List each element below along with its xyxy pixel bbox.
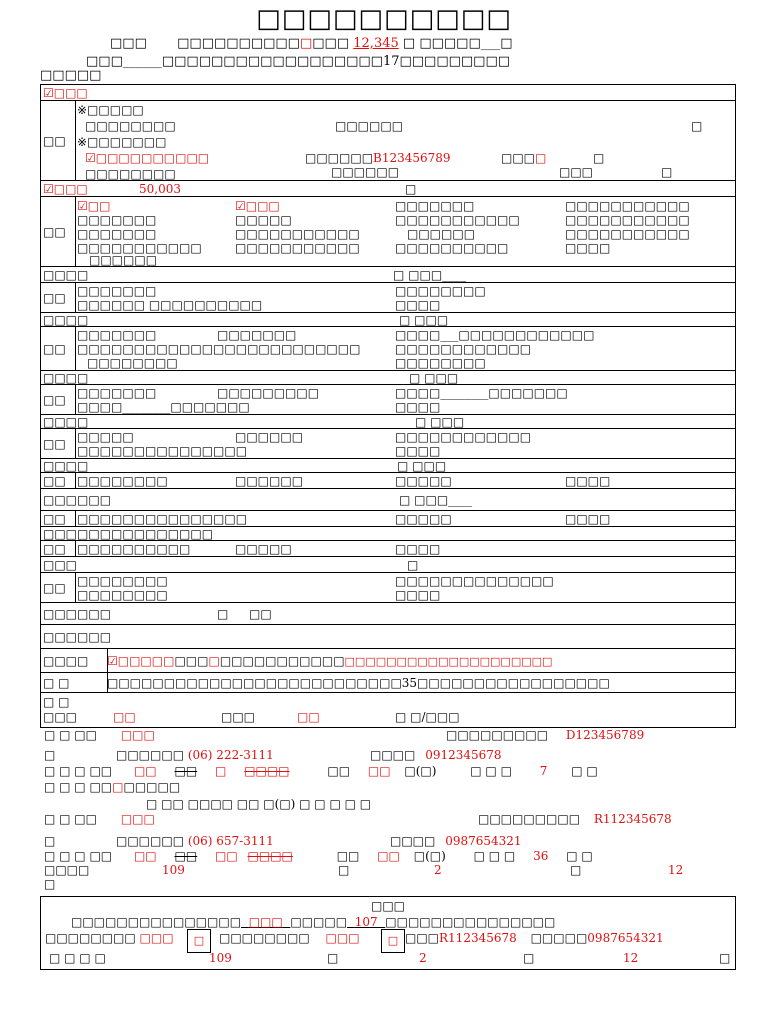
row-4 xyxy=(41,197,735,267)
party2-c-red3: □□ xyxy=(377,849,400,863)
row-11 xyxy=(41,415,735,429)
row14-item-1[interactable]: □□□□□□ xyxy=(235,474,304,488)
party2-tel-line xyxy=(116,834,274,848)
row4-item-14[interactable]: □□□□□□□□□□ xyxy=(395,241,509,255)
row-25 xyxy=(41,693,735,727)
row10-item-4[interactable]: □□□□ xyxy=(395,400,441,414)
row6-label: □□ xyxy=(41,283,76,312)
row14-item-3[interactable]: □□□□ xyxy=(565,474,611,488)
row16-label: □□ xyxy=(41,511,76,526)
party2-a: □ □ □□ xyxy=(44,812,97,826)
party1-a: □ □ □□ xyxy=(44,728,97,742)
row8-label: □□ xyxy=(41,327,76,370)
row-8 xyxy=(41,327,735,371)
row25-a: □ □ xyxy=(43,695,70,709)
row25-b: □□□ xyxy=(43,710,78,724)
row12-item-0[interactable]: □□□□□ xyxy=(77,430,134,444)
party1-tel-label: □□□□□□ xyxy=(116,748,185,762)
party2-c-red2: □□ xyxy=(215,849,238,863)
row5-blank: ____ xyxy=(442,268,467,282)
row4-item-12[interactable]: □□□□□□□□□□□ xyxy=(77,241,202,255)
row-22 xyxy=(41,625,735,649)
row10-label: □□ xyxy=(41,385,76,414)
row14-item-2[interactable]: □□□□□ xyxy=(395,474,452,488)
row15-end xyxy=(399,493,472,507)
party1-c-f: □ □ xyxy=(571,764,598,778)
row2-l4b xyxy=(305,151,451,165)
row2-l4a-red: □□□ xyxy=(175,151,210,165)
party1-mob-line xyxy=(370,748,502,762)
seal-2-stamp: □ xyxy=(381,929,405,953)
row19-end: □ xyxy=(407,558,419,572)
cert-l2-c-text: □□□ xyxy=(405,931,440,945)
row21-text[interactable]: □□□□□□ xyxy=(43,607,112,621)
row-7 xyxy=(41,313,735,327)
header-line-3: □□□□□ xyxy=(40,68,102,83)
row6-item-3[interactable]: □□□□ xyxy=(395,298,441,312)
party2-day-sep: □ xyxy=(570,863,582,877)
row2-label: □□ xyxy=(41,101,76,180)
row-10 xyxy=(41,385,735,415)
party1-d: □ □ □ □□ xyxy=(44,780,113,794)
cert-l1-num: 107 xyxy=(354,915,378,929)
party2-name: □□□ xyxy=(120,812,155,826)
cert-l1-c: □□□□□□□□□□□□□□□ xyxy=(385,915,556,929)
row6-item-0[interactable]: □□□□□□□ xyxy=(77,284,157,298)
row4-item-11[interactable]: □□□□□□□□□□□ xyxy=(565,227,690,241)
row3-amount: 50,003 xyxy=(139,182,181,196)
row12-label: □□ xyxy=(41,429,76,458)
row24-text: □□□□□□□□□□□□□□□□□□□□□□□□□□35□□□□□□□□□□□□□□□□□ xyxy=(107,676,610,690)
row16-item-0[interactable]: □□□□□□□□□□□□□□□ xyxy=(77,512,248,526)
party1-name-line xyxy=(44,728,155,742)
party1-c-num: 7 xyxy=(539,764,548,778)
party2-year: 109 xyxy=(162,863,185,877)
party2-c-d: □□ xyxy=(336,849,360,863)
row12-item-4[interactable]: □□□□ xyxy=(395,444,441,458)
row-3 xyxy=(41,181,735,197)
row6-item-2[interactable]: □□□□□□ □□□□□□□□□□ xyxy=(77,298,263,312)
party2-date-label: □□□□ xyxy=(44,863,90,877)
row23-red: □□□□□□□□□□□□□□□□□□□□ xyxy=(344,655,553,668)
row25-red1: □□ xyxy=(113,710,136,724)
row5-text[interactable]: □□□□ xyxy=(43,268,89,282)
party1-c-x3: □(□) xyxy=(404,764,437,778)
row-6 xyxy=(41,283,735,313)
row7-end-text: □ □□□ xyxy=(399,313,449,327)
row2-l2a[interactable]: □□□□□□□□ xyxy=(85,119,176,133)
party1-address-line xyxy=(44,764,598,778)
party2-tel-label: □□□□□□ xyxy=(116,834,185,848)
row4-item-0[interactable]: ☑□□ xyxy=(77,199,111,213)
header-line-1 xyxy=(110,36,513,51)
row2-l5d: □ xyxy=(661,165,673,179)
row2-l5c: □□□ xyxy=(559,165,594,179)
party2-name-line xyxy=(44,812,155,826)
row4-item-7[interactable]: □□□□□□□□□□□ xyxy=(565,213,690,227)
row-16 xyxy=(41,511,735,527)
row2-l3: ※□□□□□□□ xyxy=(77,135,167,149)
header-l1-c: □□□ xyxy=(312,36,350,51)
row19-text[interactable]: □□□ xyxy=(43,558,78,572)
row-12 xyxy=(41,429,735,459)
party2-id-line xyxy=(478,812,672,826)
party2-c-red1: □□ xyxy=(133,849,157,863)
form-grid xyxy=(40,84,736,728)
row20-item-1[interactable]: □□□□□□□□□□□□□□ xyxy=(395,574,554,588)
row2-l5b: □□□□□□ xyxy=(331,165,400,179)
row4-extra: □□□□□□ xyxy=(89,253,158,267)
row8-item-4[interactable]: □□□□□□□□□□□□ xyxy=(395,342,532,356)
party1-c-e: □ □ □ xyxy=(470,764,512,778)
row4-item-9[interactable]: □□□□□□□□□□□ xyxy=(235,227,360,241)
cert-l1-b: □□□□□ xyxy=(290,915,348,929)
cert-l1-a: □□□□□□□□□□□□□□□ xyxy=(71,915,242,929)
row16-item-1[interactable]: □□□□□ xyxy=(395,512,452,526)
party1-d-red: □ xyxy=(112,780,124,794)
row5-end xyxy=(393,268,466,282)
row12-item-1[interactable]: □□□□□□ xyxy=(235,430,304,444)
row4-item-1[interactable]: ☑□□□ xyxy=(235,199,280,213)
party1-c-red1: □□ xyxy=(133,764,157,778)
row21-end: □□ xyxy=(249,607,272,621)
row20-item-3[interactable]: □□□□ xyxy=(395,588,441,602)
row-21 xyxy=(41,603,735,625)
row11-text[interactable]: □□□□ xyxy=(43,415,89,429)
party2-c-x2: □□□□ xyxy=(247,849,293,863)
cert-l3-day: 12 xyxy=(623,951,639,965)
party1-d-line xyxy=(44,780,180,794)
row4-item-5[interactable]: □□□□□ xyxy=(235,213,292,227)
party2-mob: 0987654321 xyxy=(445,834,522,848)
row9-end xyxy=(409,371,482,385)
row7-end xyxy=(399,313,472,327)
row4-item-10: □□□□□□ xyxy=(407,227,476,241)
party1-b: □ xyxy=(44,748,56,762)
row10-item-1[interactable]: □□□□□□□□□ xyxy=(217,386,320,400)
row18-item-2[interactable]: □□□□ xyxy=(395,542,441,556)
cert-l2-tel: 0987654321 xyxy=(587,931,664,945)
cert-l2-c xyxy=(405,931,664,945)
party2-tel: (06) 657-3111 xyxy=(187,834,274,848)
row2-l4c-red: □ xyxy=(535,151,547,165)
row-14 xyxy=(41,473,735,489)
row2-l4d: □ xyxy=(593,151,605,165)
row2-l4b-text: □□□□□□ xyxy=(305,151,374,165)
row2-l4a[interactable] xyxy=(85,151,209,165)
party2-id-label: □□□□□□□□□ xyxy=(478,812,581,826)
party2-c-num: 36 xyxy=(533,849,549,863)
party1-tel: (06) 222-3111 xyxy=(187,748,274,762)
row13-end xyxy=(397,459,470,473)
row9-text[interactable]: □□□□ xyxy=(43,371,89,385)
cert-l3-s1: □ xyxy=(327,951,339,965)
row25-d: □ □/□□□ xyxy=(395,710,460,724)
row7-text[interactable]: □□□□ xyxy=(43,313,89,327)
cert-l2-a-text: □□□□□□□□ xyxy=(45,931,136,945)
cert-l3-s3: □ xyxy=(719,951,731,965)
cert-l3-s2: □ xyxy=(523,951,535,965)
row12-item-2[interactable]: □□□□□□□□□□□□ xyxy=(395,430,532,444)
cert-l2-red: □□□ xyxy=(139,931,174,945)
row4-item-13[interactable]: □□□□□□□□□□□ xyxy=(235,241,360,255)
cert-l2-b-text: □□□□□□□□ xyxy=(219,931,310,945)
seal-1-stamp: □ xyxy=(187,929,211,953)
row25-red2: □□ xyxy=(297,710,320,724)
party2-day: 12 xyxy=(668,863,684,877)
certification-line-1 xyxy=(71,915,555,929)
certification-box xyxy=(40,896,736,970)
row21-mid: □ xyxy=(217,607,229,621)
header-amount: 12,345 xyxy=(353,36,399,51)
row24-label: □ □ xyxy=(41,673,108,692)
row8-item-3[interactable]: □□□□□□□□□□□□□□□□□□□□□□□□□ xyxy=(77,342,361,356)
row1-text[interactable]: ☑□□□ xyxy=(43,86,88,100)
row-9 xyxy=(41,371,735,385)
party2-address-line xyxy=(44,849,593,863)
row16-item-2[interactable]: □□□□ xyxy=(565,512,611,526)
row-5 xyxy=(41,267,735,283)
row-23 xyxy=(41,649,735,673)
header-l1-b: □□□□□□□□□□ xyxy=(177,36,300,51)
row13-text[interactable]: □□□□ xyxy=(43,459,89,473)
party2-month: 2 xyxy=(434,863,442,877)
header-l2-blank: ______ xyxy=(122,54,162,69)
row18-item-1[interactable]: □□□□□ xyxy=(235,542,292,556)
row23-b: □□□ xyxy=(174,654,209,668)
party2-c: □ □ □ □□ xyxy=(44,849,113,863)
row-1 xyxy=(41,85,735,101)
row-24 xyxy=(41,673,735,693)
party2-id: R112345678 xyxy=(593,812,672,826)
party2-e: □ □□ □□□□ □□ □(□) □ □ □ □ □ xyxy=(146,797,372,811)
row4-item-4[interactable]: □□□□□□□ xyxy=(77,213,157,227)
row17-text[interactable]: □□□□□□□□□□□□□□□ xyxy=(43,527,214,541)
party2-c-x1: □□ xyxy=(174,849,198,863)
row3-text[interactable]: ☑□□□ xyxy=(43,182,88,196)
row11-blank: ____ xyxy=(464,415,489,429)
row25-c: □□□ xyxy=(221,710,256,724)
row10-item-0[interactable]: □□□□□□□ xyxy=(77,386,157,400)
row-20 xyxy=(41,573,735,603)
party1-c: □ □ □ □□ xyxy=(44,764,113,778)
party2-tail: □ xyxy=(44,877,56,891)
row3-end: □ xyxy=(405,182,417,196)
party1-mob-label: □□□□ xyxy=(370,748,416,762)
row11-end xyxy=(415,415,488,429)
row8-item-6[interactable]: □□□□□□□□ xyxy=(395,356,486,370)
row20-item-2[interactable]: □□□□□□□□ xyxy=(77,588,168,602)
row-19 xyxy=(41,557,735,573)
row23-a: ☑□□□□ xyxy=(107,654,164,668)
row10-item-3[interactable]: □□□□________□□□□□□□ xyxy=(77,400,250,414)
party1-id: D123456789 xyxy=(565,728,645,742)
row8-item-0[interactable]: □□□□□□□ xyxy=(77,328,157,342)
party2-mob-label: □□□□ xyxy=(390,834,436,848)
row9-end-text: □ □□□ xyxy=(409,371,459,385)
row4-item-6[interactable]: □□□□□□□□□□□ xyxy=(395,213,520,227)
row-18 xyxy=(41,541,735,557)
party1-mob: 0912345678 xyxy=(425,748,502,762)
row4-item-15[interactable]: □□□□ xyxy=(565,241,611,255)
row-15 xyxy=(41,489,735,511)
row13-blank: ____ xyxy=(446,459,471,473)
cert-l2-red2: □□□ xyxy=(325,931,360,945)
party2-b: □ xyxy=(44,834,56,848)
cert-l2-b xyxy=(219,931,360,945)
row2-l4a-text: ☑□□□□□□□ xyxy=(85,151,176,165)
cert-l2-id: R112345678 xyxy=(439,931,517,945)
certification-title: □□□ xyxy=(370,899,405,913)
row8-item-2[interactable]: □□□□___□□□□□□□□□□□□ xyxy=(395,328,595,342)
row2-l1: ※□□□□□ xyxy=(77,103,144,117)
row23-label: □□□□ xyxy=(41,649,108,672)
header-l1-a: □□□ xyxy=(110,36,147,51)
row2-l5a[interactable]: □□□□□□□□ xyxy=(85,167,176,181)
party1-id-label: □□□□□□□□□ xyxy=(446,728,549,742)
row23-m1: □ xyxy=(163,654,175,668)
row15-blank: ____ xyxy=(448,493,473,507)
party1-c-red3: □□ xyxy=(367,764,391,778)
party1-c-red2: □ xyxy=(215,764,227,778)
row9-blank: ____ xyxy=(458,371,483,385)
row15-text[interactable]: □□□□□□ xyxy=(43,493,112,507)
row12-item-3[interactable]: □□□□□□□□□□□□□□□ xyxy=(77,444,248,458)
row4-label: □□ xyxy=(41,197,76,266)
row2-l4b-id: B123456789 xyxy=(373,151,451,165)
row23-m2: □ xyxy=(208,654,220,668)
row-2 xyxy=(41,101,735,181)
cert-l2-a xyxy=(45,931,174,945)
party1-name: □□□ xyxy=(120,728,155,742)
row4-item-8[interactable]: □□□□□□□ xyxy=(77,227,157,241)
header-l1-e: □ xyxy=(500,36,513,51)
row18-item-0[interactable]: □□□□□□□□□□ xyxy=(77,542,191,556)
row4-item-2[interactable]: □□□□□□□ xyxy=(395,199,475,213)
party1-d-b: □□□□□ xyxy=(123,780,181,794)
row8-item-1[interactable]: □□□□□□□ xyxy=(217,328,297,342)
cert-l3-month: 2 xyxy=(419,951,427,965)
row-17 xyxy=(41,527,735,541)
party2-c-x3: □(□) xyxy=(413,849,446,863)
row2-l2b: □□□□□□ xyxy=(335,119,404,133)
row15-end-text: □ □□□ xyxy=(399,493,449,507)
row6-item-1[interactable]: □□□□□□□□ xyxy=(395,284,486,298)
party1-id-line xyxy=(446,728,644,742)
party1-c-x1: □□ xyxy=(174,764,198,778)
header-l2-b: □□□□□□□□□□□□□□□□□□17□□□□□□□□□ xyxy=(161,54,511,69)
header-l1-blank: ___ xyxy=(480,36,501,51)
header-l2-a: □□□ xyxy=(86,54,123,69)
row2-l4c-text: □□□ xyxy=(501,151,536,165)
row22-text[interactable]: □□□□□□ xyxy=(43,630,112,644)
row18-label: □□ xyxy=(41,541,76,556)
party1-tel-line xyxy=(116,748,274,762)
row2-l4c xyxy=(501,151,546,165)
cert-l3-year: 109 xyxy=(209,951,232,965)
party1-c-x2: □□□□ xyxy=(244,764,290,778)
row5-end-text: □ □□□ xyxy=(393,268,443,282)
row2-l2c: □ xyxy=(691,119,703,133)
header-l1-d: □ □□□□□ xyxy=(402,36,481,51)
row10-item-2[interactable]: □□□□________□□□□□□□ xyxy=(395,386,568,400)
form-title: □□□□□□□□□□ xyxy=(256,4,512,34)
row20-item-0[interactable]: □□□□□□□□ xyxy=(77,574,168,588)
party2-c-e: □ □ □ xyxy=(473,849,516,863)
party2-mob-line xyxy=(390,834,522,848)
header-l1-mark: □ xyxy=(299,36,313,51)
row4-item-3[interactable]: □□□□□□□□□□□ xyxy=(565,199,690,213)
row20-label: □□ xyxy=(41,573,76,602)
row11-end-text: □ □□□ xyxy=(415,415,465,429)
row7-blank: ____ xyxy=(448,313,473,327)
header-line-2 xyxy=(86,54,510,69)
party1-c-d: □□ xyxy=(327,764,351,778)
row14-label: □□ xyxy=(41,473,76,488)
party2-month-sep: □ xyxy=(338,863,350,877)
row14-item-0[interactable]: □□□□□□□□ xyxy=(77,474,168,488)
cert-l2-d: □□□□□ xyxy=(530,931,588,945)
cert-l3-a: □ □ □ □ xyxy=(49,951,106,965)
party2-c-f: □ □ xyxy=(566,849,593,863)
row-13 xyxy=(41,459,735,473)
cert-l1-red: □□□ xyxy=(248,915,283,929)
row13-end-text: □ □□□ xyxy=(397,459,447,473)
row23-content[interactable] xyxy=(107,654,552,669)
row8-item-5: □□□□□□□□ xyxy=(87,356,178,370)
row23-c: □□□□□□□□□□□ xyxy=(219,654,345,668)
